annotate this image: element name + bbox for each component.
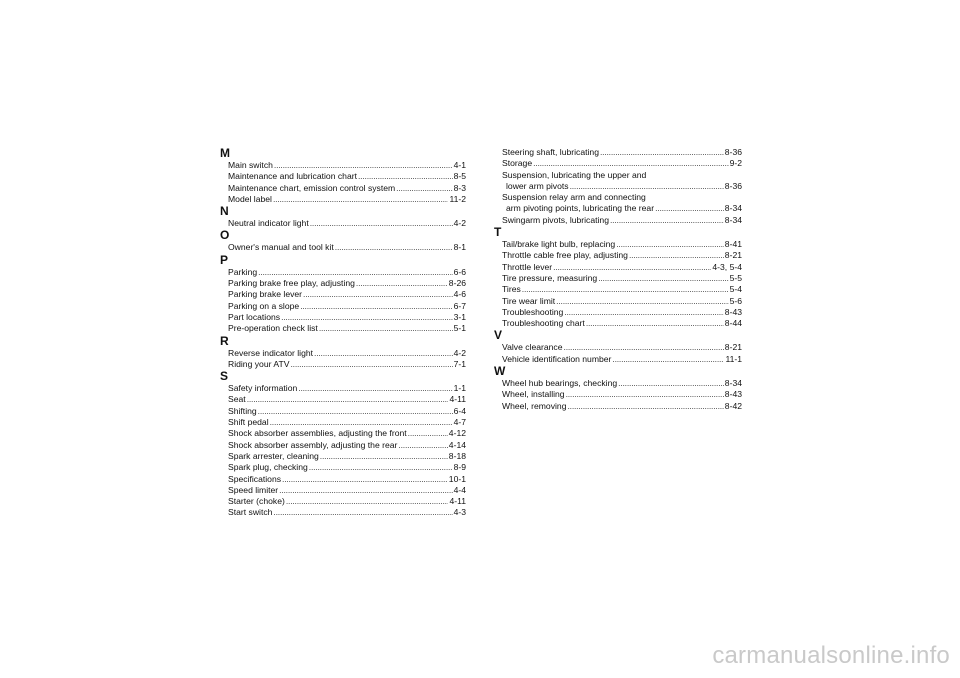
- index-entry: [220, 289, 466, 300]
- index-entry-text: Model label: [228, 193, 272, 204]
- index-entry: [220, 242, 466, 253]
- index-entry-page: 8-1: [453, 242, 466, 253]
- dot-leader: [258, 267, 452, 278]
- index-entry: [494, 318, 742, 329]
- index-entry-text: Wheel hub bearings, checking: [502, 378, 618, 389]
- index-entry-page: 4-11: [449, 394, 466, 405]
- index-entry-text: Storage: [502, 158, 533, 169]
- index-entry-text: Wheel, installing: [502, 389, 565, 400]
- index-entry-page: 10-1: [448, 473, 466, 484]
- index-column-left: [220, 147, 466, 519]
- dot-leader: [612, 354, 724, 365]
- index-entry-text: Maintenance chart, emission control system: [228, 182, 396, 193]
- dot-leader: [335, 242, 453, 253]
- index-entry-page: 8-36: [724, 147, 742, 157]
- index-entry-page: 5-4: [729, 284, 742, 295]
- dot-leader: [655, 203, 724, 214]
- index-entry-page: 8-3: [453, 182, 466, 193]
- index-entry-text: Shifting: [228, 405, 257, 416]
- index-entry-page: 8-34: [724, 214, 742, 225]
- index-entry-text: Spark arrester, cleaning: [228, 450, 319, 461]
- dot-leader: [618, 378, 724, 389]
- index-entry-text: Shock absorber assembly, adjusting the rear: [228, 439, 398, 450]
- dot-leader: [408, 428, 448, 439]
- dot-leader: [300, 301, 452, 312]
- index-entry: [494, 192, 742, 203]
- index-entry-page: 4-3, 5-4: [712, 261, 742, 272]
- dot-leader: [564, 342, 724, 353]
- index-entry-page: 6-4: [453, 405, 466, 416]
- index-entry-text: Main switch: [228, 160, 273, 170]
- index-entry-page: 8-43: [724, 306, 742, 317]
- index-entry: [494, 250, 742, 261]
- index-entry-text: Start switch: [228, 507, 273, 518]
- index-entry-text: Suspension relay arm and connecting: [502, 192, 646, 203]
- dot-leader: [303, 289, 453, 300]
- index-entry: [220, 406, 466, 417]
- index-entry: [220, 451, 466, 462]
- index-entry: [220, 301, 466, 312]
- index-entry: [220, 462, 466, 473]
- dot-leader: [616, 239, 724, 250]
- index-letter-heading: O: [220, 228, 230, 243]
- index-entry-page: 8-43: [724, 389, 742, 400]
- index-entry: [220, 417, 466, 428]
- dot-leader: [247, 394, 449, 405]
- index-entry: [494, 296, 742, 307]
- index-entry: [220, 194, 466, 205]
- index-letter-heading: S: [220, 369, 229, 384]
- index-entry: [220, 160, 466, 171]
- index-entry-page: 8-34: [724, 203, 742, 214]
- index-entry: [220, 348, 466, 359]
- dot-leader: [274, 160, 453, 171]
- index-entry-page: 8-21: [724, 342, 742, 353]
- index-entry-text: Owner's manual and tool kit: [228, 242, 334, 253]
- index-entry-text: Seat: [228, 394, 246, 405]
- index-entry: [494, 342, 742, 353]
- index-entry-text: Parking on a slope: [228, 300, 300, 311]
- index-entry-text: Shock absorber assemblies, adjusting the front: [228, 428, 407, 439]
- index-entry-text: Specifications: [228, 473, 282, 484]
- dot-leader: [273, 507, 452, 518]
- index-letter-heading: P: [220, 252, 229, 267]
- index-entry-page: 4-7: [453, 417, 466, 428]
- index-entry-text: Tail/brake light bulb, replacing: [502, 239, 616, 250]
- index-entry-text: Throttle lever: [502, 261, 553, 272]
- index-entry-page: 8-18: [448, 450, 466, 461]
- index-entry-text: Parking brake free play, adjusting: [228, 278, 355, 289]
- index-entry-page: 5-6: [729, 295, 742, 306]
- dot-leader: [586, 318, 724, 329]
- index-column-right: [494, 147, 742, 412]
- index-entry-page: 4-12: [448, 428, 466, 439]
- dot-leader: [570, 181, 724, 192]
- dot-leader: [358, 171, 453, 182]
- index-entry: [220, 440, 466, 451]
- index-entry: [494, 239, 742, 250]
- index-entry-page: 8-21: [724, 250, 742, 261]
- index-entry-page: 8-34: [724, 378, 742, 389]
- index-letter-heading: N: [220, 204, 229, 219]
- index-entry: [494, 181, 742, 192]
- index-entry-text: Part locations: [228, 311, 281, 322]
- index-entry: [494, 389, 742, 400]
- index-entry: [494, 215, 742, 226]
- index-entry: [220, 485, 466, 496]
- index-entry-page: 8-36: [724, 180, 742, 191]
- index-entry-page: 4-11: [449, 496, 466, 507]
- index-entry-text: Swingarm pivots, lubricating: [502, 214, 609, 225]
- index-entry-text: Reverse indicator light: [228, 347, 314, 358]
- index-entry: [220, 394, 466, 405]
- index-entry-page: 1-1: [453, 383, 466, 394]
- index-entry: [494, 158, 742, 169]
- index-entry-page: 8-26: [448, 278, 466, 289]
- index-entry-text: Valve clearance: [502, 342, 563, 353]
- index-entry: [494, 203, 742, 214]
- index-entry: [494, 147, 742, 158]
- dot-leader: [270, 417, 453, 428]
- dot-leader: [282, 474, 448, 485]
- index-entry-text: Speed limiter: [228, 484, 279, 495]
- index-entry: [494, 262, 742, 273]
- dot-leader: [310, 218, 453, 229]
- index-entry-text: Tire wear limit: [502, 295, 556, 306]
- index-entry-page: 8-44: [724, 318, 742, 329]
- dot-leader: [629, 250, 724, 261]
- index-entry-text: Wheel, removing: [502, 400, 567, 411]
- index-letter-heading: T: [494, 225, 502, 240]
- dot-leader: [522, 284, 729, 295]
- index-entry-page: 8-9: [453, 462, 466, 473]
- index-entry-page: 4-2: [453, 347, 466, 358]
- index-entry-text: Parking brake lever: [228, 289, 303, 300]
- index-entry-page: 4-2: [453, 218, 466, 229]
- index-entry-text: Pre-operation check list: [228, 323, 318, 334]
- index-entry-page: 3-1: [453, 311, 466, 322]
- dot-leader: [598, 273, 728, 284]
- dot-leader: [286, 496, 449, 507]
- index-entry-page: 4-14: [448, 439, 466, 450]
- index-entry-text: Starter (choke): [228, 496, 285, 507]
- index-entry: [220, 278, 466, 289]
- index-entry-page: 5-5: [729, 272, 742, 283]
- index-entry: [220, 428, 466, 439]
- watermark: carmanualsonline.info: [712, 642, 950, 669]
- index-entry: [494, 401, 742, 412]
- dot-leader: [610, 215, 724, 226]
- index-entry: [494, 307, 742, 318]
- index-letter-heading: W: [494, 364, 506, 379]
- dot-leader: [309, 462, 453, 473]
- dot-leader: [314, 348, 453, 359]
- dot-leader: [553, 262, 711, 273]
- index-entry-text: Vehicle identification number: [502, 353, 612, 364]
- index-entry-page: 6-7: [453, 300, 466, 311]
- index-entry-text: Troubleshooting chart: [502, 318, 585, 329]
- dot-leader: [556, 296, 728, 307]
- index-entry-text: Spark plug, checking: [228, 462, 308, 473]
- index-entry: [220, 474, 466, 485]
- index-entry-text: Tires: [502, 284, 521, 295]
- dot-leader: [398, 440, 447, 451]
- index-entry-page: 8-42: [724, 400, 742, 411]
- dot-leader: [258, 406, 453, 417]
- index-entry-page: 11-2: [449, 193, 466, 204]
- index-entry-text: Riding your ATV: [228, 358, 290, 369]
- index-entry: [220, 183, 466, 194]
- index-entry: [220, 323, 466, 334]
- index-entry: [494, 284, 742, 295]
- dot-leader: [567, 401, 723, 412]
- dot-leader: [566, 389, 724, 400]
- index-entry: [494, 378, 742, 389]
- dot-leader: [279, 485, 452, 496]
- index-entry-page: 8-5: [453, 171, 466, 182]
- index-entry-text: Tire pressure, measuring: [502, 272, 598, 283]
- index-entry-page: 4-1: [453, 160, 466, 170]
- index-entry-page: 5-1: [453, 323, 466, 334]
- index-entry: [220, 383, 466, 394]
- index-entry-text: Neutral indicator light: [228, 218, 309, 229]
- index-entry-page: 4-3: [453, 507, 466, 518]
- index-entry: [220, 267, 466, 278]
- index-entry-page: 9-2: [729, 158, 742, 169]
- dot-leader: [319, 323, 453, 334]
- dot-leader: [600, 147, 724, 158]
- dot-leader: [298, 383, 452, 394]
- dot-leader: [290, 359, 452, 370]
- index-entry-page: 6-6: [453, 266, 466, 277]
- index-entry: [220, 507, 466, 518]
- dot-leader: [356, 278, 448, 289]
- index-entry-text: Maintenance and lubrication chart: [228, 171, 357, 182]
- index-entry: [494, 170, 742, 181]
- index-entry-text: Suspension, lubricating the upper and: [502, 169, 647, 180]
- index-letter-heading: M: [220, 146, 230, 160]
- dot-leader: [281, 312, 453, 323]
- index-entry: [494, 273, 742, 284]
- index-entry: [220, 312, 466, 323]
- index-entry-text: Parking: [228, 266, 258, 277]
- index-entry-text: Steering shaft, lubricating: [502, 147, 599, 157]
- index-entry-text: Throttle cable free play, adjusting: [502, 250, 628, 261]
- index-entry-text: Troubleshooting: [502, 306, 564, 317]
- index-letter-heading: V: [494, 328, 503, 343]
- dot-leader: [273, 194, 448, 205]
- index-entry-page: 7-1: [453, 358, 466, 369]
- index-entry-page: 4-4: [453, 484, 466, 495]
- index-entry-text: Shift pedal: [228, 417, 269, 428]
- index-letter-heading: R: [220, 333, 229, 348]
- index-entry-page: 4-6: [453, 289, 466, 300]
- index-entry: [220, 359, 466, 370]
- index-entry-text: arm pivoting points, lubricating the rear: [506, 203, 655, 214]
- dot-leader: [320, 451, 448, 462]
- index-entry: [494, 354, 742, 365]
- dot-leader: [533, 158, 728, 169]
- index-entry-page: 8-41: [724, 239, 742, 250]
- index-entry: [220, 171, 466, 182]
- dot-leader: [564, 307, 723, 318]
- index-entry: [220, 496, 466, 507]
- index-entry-text: Safety information: [228, 383, 298, 394]
- dot-leader: [396, 183, 452, 194]
- index-entry: [220, 218, 466, 229]
- index-entry-page: 11-1: [725, 353, 742, 364]
- index-entry-text: lower arm pivots: [506, 180, 569, 191]
